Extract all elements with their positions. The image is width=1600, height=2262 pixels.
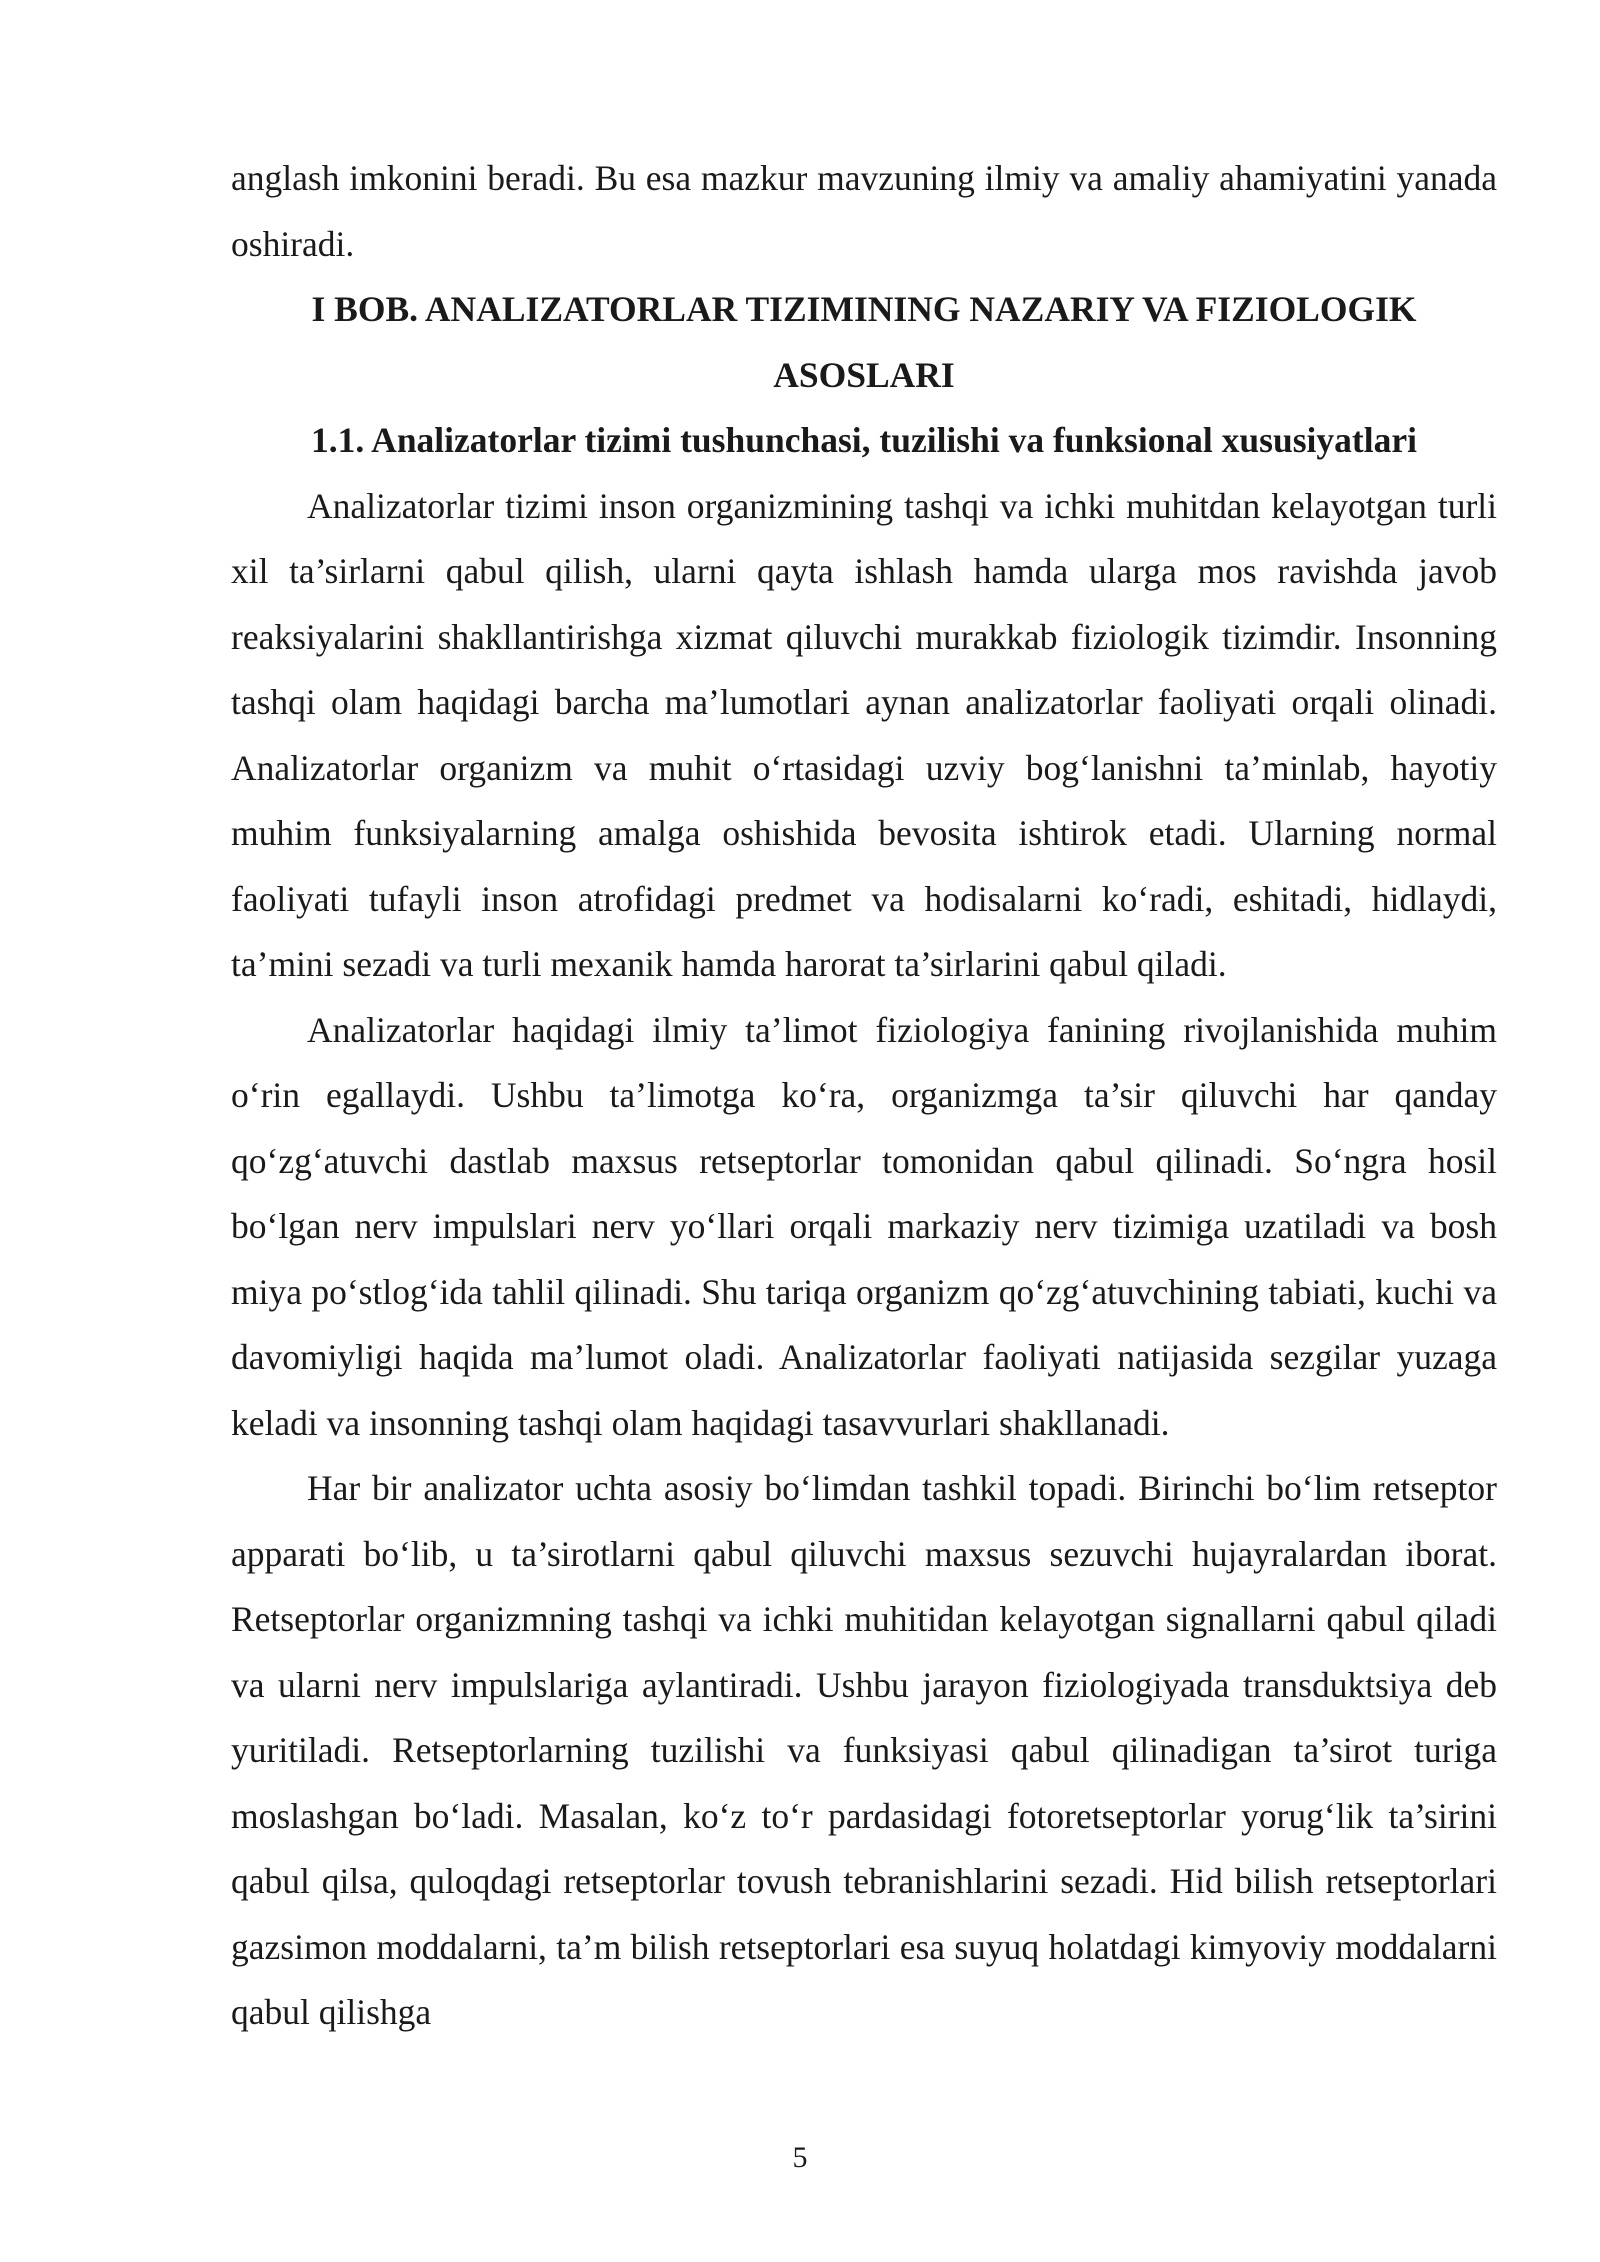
body-paragraph-2: Analizatorlar haqidagi ilmiy ta’limot fiziologiya fanining rivojlanishida muhim o‘rin egallaydi. Ushbu ta’limotga ko‘ra, organizmga ta’sir qiluvchi har qanday qo‘zg‘atuvchi dastlab maxsus retseptorlar tomonidan qabul qilinadi. So‘ngra hosil bo‘lgan nerv impulslari nerv yo‘llari orqali markaziy nerv tizimiga uzatiladi va bosh miya po‘stlog‘ida tahlil qilinadi. Shu tariqa organizm qo‘zg‘atuvchining tabiati, kuchi va davomiyligi haqida ma’lumot oladi. Analizatorlar faoliyati natijasida sezgilar yuzaga keladi va insonning tashqi olam haqidagi tasavvurlari shakllanadi.	[231, 1009, 1497, 1443]
body-paragraph-1: Analizatorlar tizimi inson organizmining tashqi va ichki muhitdan kelayotgan turli xil ta’sirlarni qabul qilish, ularni qayta ishlash hamda ularga mos ravishda javob reaksiyalarini shakllantirishga xizmat qiluvchi murakkab fiziologik tizimdir. Insonning tashqi olam haqidagi barcha ma’lumotlari aynan analizatorlar faoliyati orqali olinadi. Analizatorlar organizm va muhit o‘rtasidagi uzviy bog‘lanishni ta’minlab, hayotiy muhim funksiyalarning amalga oshishida bevosita ishtirok etadi. Ularning normal faoliyati tufayli inson atrofidagi predmet va hodisalarni ko‘radi, eshitadi, hidlaydi, ta’mini sezadi va turli mexanik hamda harorat ta’sirlarini qabul qiladi.	[231, 485, 1497, 984]
chapter-heading: I BOB. ANALIZATORLAR TIZIMINING NAZARIY VA FIZIOLOGIK ASOSLARI	[311, 289, 1417, 395]
page-text-body	[231, 146, 1497, 2046]
section-heading: 1.1. Analizatorlar tizimi tushunchasi, tuzilishi va funksional xususiyatlari	[311, 420, 1417, 460]
page-number: 5	[792, 2141, 808, 2174]
intro-paragraph: anglash imkonini beradi. Bu esa mazkur mavzuning ilmiy va amaliy ahamiyatini yanada oshiradi.	[231, 158, 1497, 264]
body-paragraph-3: Har bir analizator uchta asosiy bo‘limdan tashkil topadi. Birinchi bo‘lim retseptor apparati bo‘lib, u ta’sirotlarni qabul qiluvchi maxsus sezuvchi hujayralardan iborat. Retseptorlar organizmning tashqi va ichki muhitidan kelayotgan signallarni qabul qiladi va ularni nerv impulslariga aylantiradi. Ushbu jarayon fiziologiyada transduktsiya deb yuritiladi. Retseptorlarning tuzilishi va funksiyasi qabul qilinadigan ta’sirot turiga moslashgan bo‘ladi. Masalan, ko‘z to‘r pardasidagi fotoretseptorlar yorug‘lik ta’sirini qabul qilsa, quloqdagi retseptorlar tovush tebranishlarini sezadi. Hid bilish retseptorlari gazsimon moddalarni, ta’m bilish retseptorlari esa suyuq holatdagi kimyoviy moddalarni qabul qilishga	[231, 1468, 1497, 2032]
